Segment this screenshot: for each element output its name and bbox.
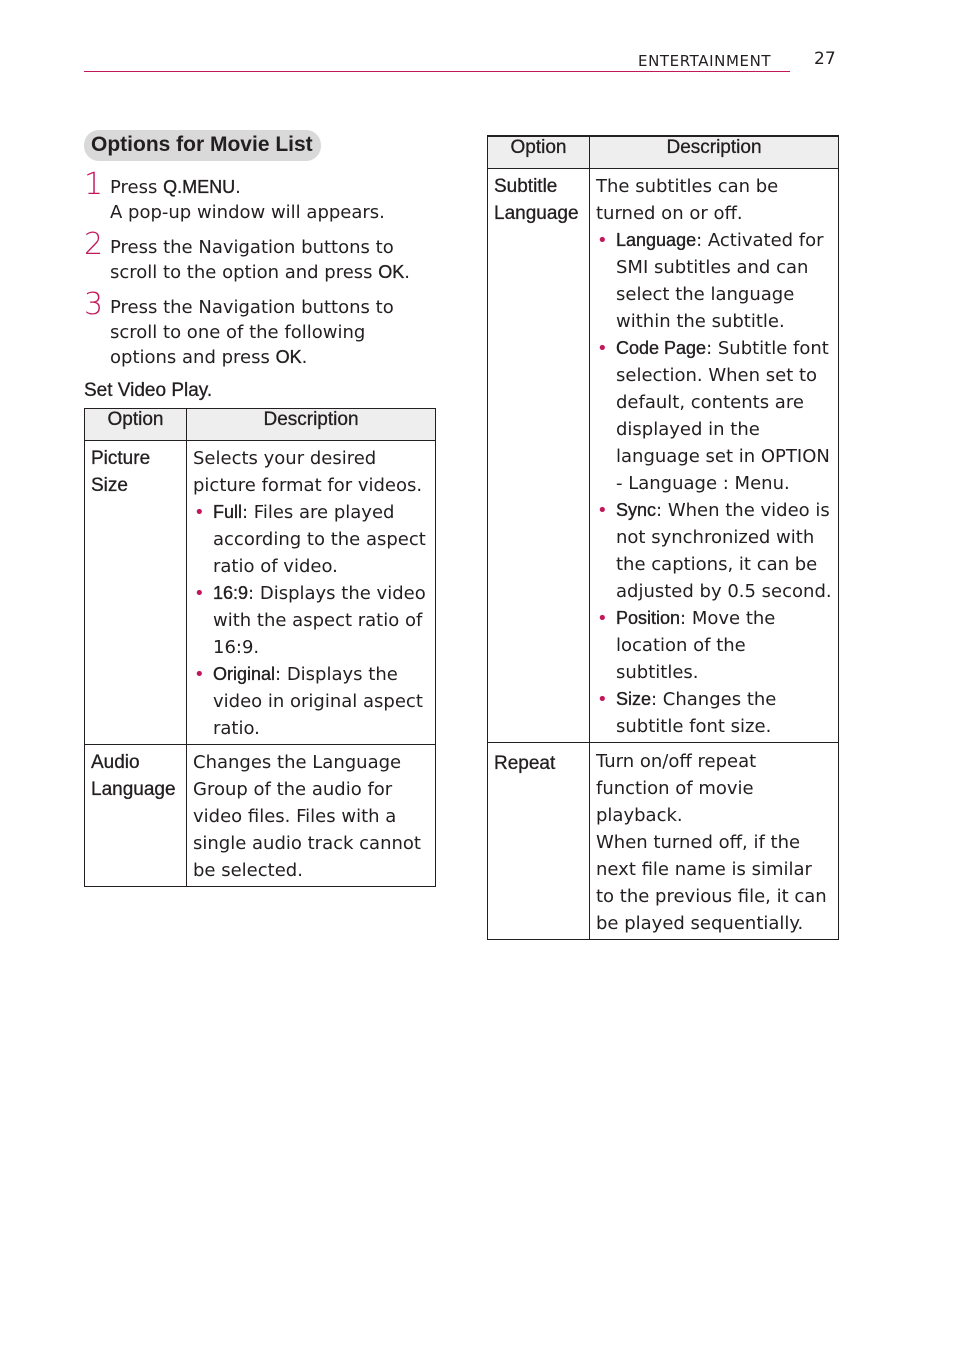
step-text: Press the Navigation buttons to scroll to one of the following options and press <box>110 297 394 368</box>
step-text: Press <box>110 177 164 198</box>
bullet-item <box>193 499 430 580</box>
bullet-term: Full <box>213 502 243 522</box>
step-key: OK <box>378 262 405 282</box>
step-3 <box>84 287 436 370</box>
column-header-option: Option <box>488 136 590 169</box>
step-text-end: . <box>301 347 308 368</box>
bullet-text: : Displays the video in original aspect ratio. <box>213 664 423 739</box>
option-name: Picture Size <box>85 441 187 745</box>
step-key: OK <box>275 347 302 367</box>
description-intro: Selects your desired picture format for videos. <box>193 448 423 496</box>
option-description <box>590 743 839 940</box>
option-description <box>187 745 436 887</box>
left-column <box>84 130 436 887</box>
bullet-text: : Activated for SMI subtitles and can select the language within the subtitle. <box>616 230 824 332</box>
step-key: Q.MENU <box>163 177 236 197</box>
option-name: Audio Language <box>85 745 187 887</box>
description-intro: Changes the Language Group of the audio for video files. Files with a single audio track cannot be selected. <box>193 752 421 881</box>
bullet-term: Original <box>213 664 276 684</box>
right-column <box>487 135 839 940</box>
bullet-item <box>193 580 430 661</box>
table-row <box>85 745 436 887</box>
bullet-list <box>193 499 430 742</box>
table-header-row <box>488 136 839 169</box>
step-text-end: . <box>404 262 411 283</box>
bullet-term: Code Page <box>616 338 707 358</box>
option-description <box>187 441 436 745</box>
bullet-item <box>596 335 833 497</box>
subheading: Set Video Play. <box>84 380 213 401</box>
column-header-description: Description <box>590 136 839 169</box>
table-header-row <box>85 409 436 441</box>
video-play-table <box>84 408 436 887</box>
step-text-line2: A pop-up window will appears. <box>110 202 385 223</box>
subtitle-options-table <box>487 135 839 940</box>
bullet-term: Position <box>616 608 681 628</box>
bullet-item <box>596 497 833 605</box>
step-number: 1 <box>84 167 104 202</box>
column-header-description: Description <box>187 409 436 441</box>
bullet-text: : Changes the subtitle font size. <box>616 689 777 737</box>
description-intro: The subtitles can be turned on or off. <box>596 176 779 224</box>
bullet-term: Language <box>616 230 697 250</box>
option-description <box>590 169 839 743</box>
section-header: ENTERTAINMENT <box>638 52 772 70</box>
bullet-item <box>193 661 430 742</box>
bullet-text: : Subtitle font selection. When set to default, contents are displayed in the language set in OPTION - Language : Menu. <box>616 338 830 494</box>
bullet-text: : When the video is not synchronized with the captions, it can be adjusted by 0.5 second. <box>616 500 832 602</box>
bullet-list <box>596 227 833 740</box>
bullet-text: : Displays the video with the aspect ratio of 16:9. <box>213 583 426 658</box>
step-number: 3 <box>84 287 104 322</box>
step-2 <box>84 227 436 285</box>
bullet-item <box>596 686 833 740</box>
table-row <box>488 743 839 940</box>
description-intro: Turn on/off repeat function of movie playback. <box>596 751 757 826</box>
table-row <box>85 441 436 745</box>
bullet-item <box>596 227 833 335</box>
section-title: Options for Movie List <box>84 130 321 161</box>
step-1 <box>84 167 436 225</box>
bullet-term: Sync <box>616 500 657 520</box>
bullet-term: Size <box>616 689 652 709</box>
table-row <box>488 169 839 743</box>
step-text-end: . <box>235 177 241 198</box>
page-number: 27 <box>814 49 836 69</box>
steps-list <box>84 167 436 370</box>
option-name: Repeat <box>488 743 590 940</box>
description-detail: When turned off, if the next file name is similar to the previous file, it can be played sequentially. <box>596 832 827 934</box>
bullet-item <box>596 605 833 686</box>
option-name: Subtitle Language <box>488 169 590 743</box>
bullet-term: 16:9 <box>213 583 249 603</box>
column-header-option: Option <box>85 409 187 441</box>
step-number: 2 <box>84 227 104 262</box>
bullet-text: : Files are played according to the aspect ratio of video. <box>213 502 426 577</box>
bullet-text: : Move the location of the subtitles. <box>616 608 776 683</box>
step-text: Press the Navigation buttons to scroll to the option and press <box>110 237 394 283</box>
header-divider <box>84 71 790 72</box>
